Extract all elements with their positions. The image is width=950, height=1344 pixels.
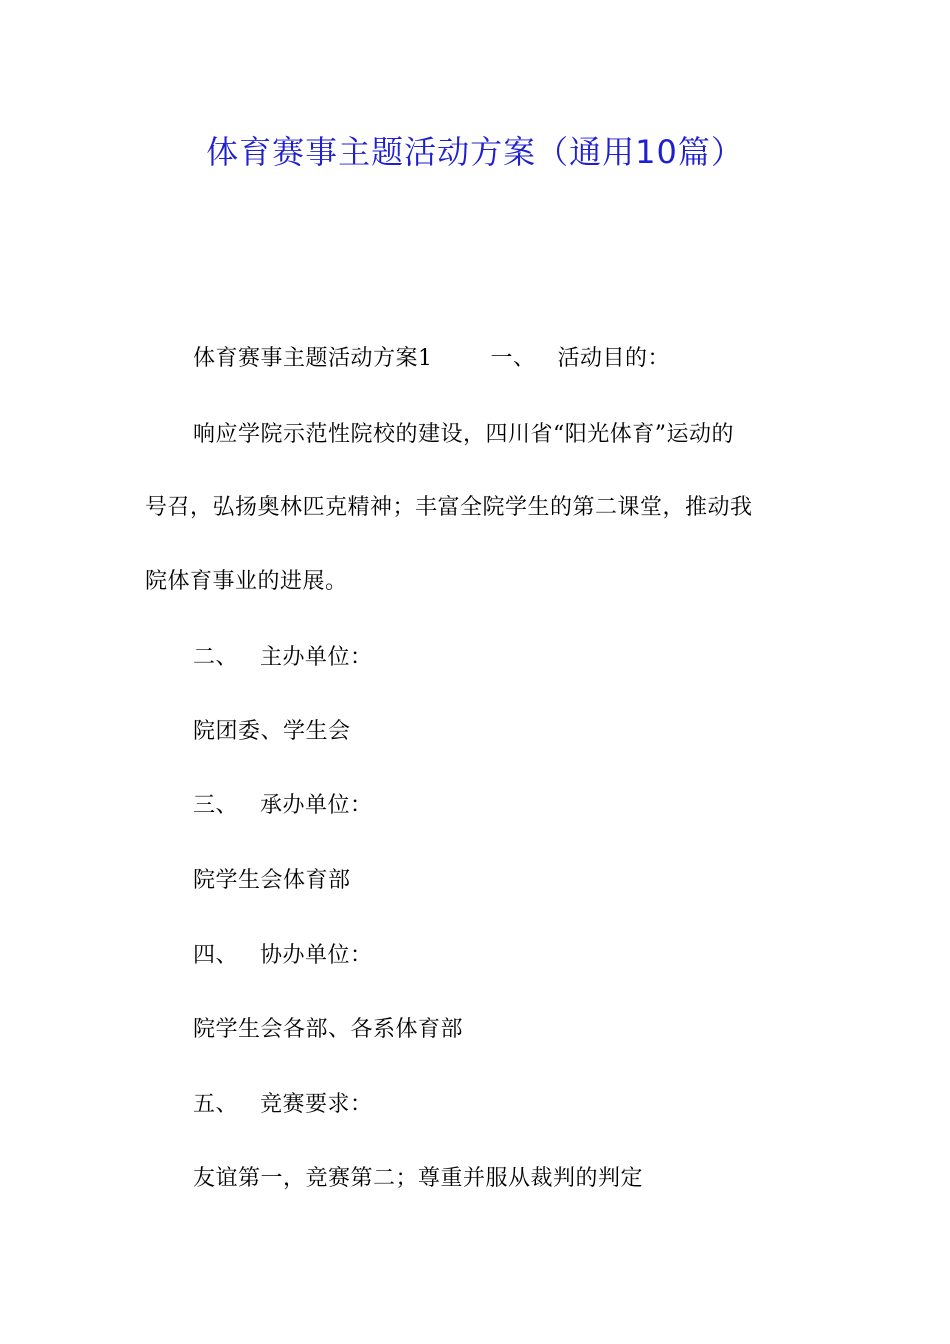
- section-2-value: 院团委、学生会: [193, 719, 351, 744]
- paragraph-line: 号召，弘扬奥林匹克精神；丰富全院学生的第二课堂，推动我: [145, 495, 753, 520]
- section-label: 活动目的：: [557, 346, 671, 371]
- paragraph-line: 响应学院示范性院校的建设，四川省“阳光体育”运动的: [193, 422, 734, 447]
- document-title: 体育赛事主题活动方案（通用10篇）: [206, 133, 744, 171]
- section-2-heading: [193, 642, 373, 674]
- section-3-heading: [193, 790, 373, 822]
- section-number: 五、: [193, 1092, 239, 1117]
- section-4-value: 院学生会各部、各系体育部: [193, 1017, 464, 1042]
- plan-heading: 体育赛事主题活动方案1: [193, 346, 433, 371]
- section-label: 竞赛要求：: [260, 1092, 373, 1117]
- section-4-heading: [193, 940, 373, 972]
- section-label: 协办单位：: [260, 943, 373, 968]
- section-number: 二、: [193, 645, 239, 670]
- section-number: 一、: [490, 346, 536, 371]
- section-3-value: 院学生会体育部: [193, 868, 351, 893]
- section-label: 承办单位：: [260, 793, 373, 818]
- section-number: 三、: [193, 793, 239, 818]
- paragraph-line: 院体育事业的进展。: [145, 569, 348, 594]
- section-5-heading: [193, 1089, 373, 1121]
- section-1-heading: [193, 343, 670, 375]
- section-label: 主办单位：: [260, 645, 373, 670]
- section-5-value: 友谊第一，竞赛第二；尊重并服从裁判的判定: [193, 1166, 644, 1191]
- section-number: 四、: [193, 943, 239, 968]
